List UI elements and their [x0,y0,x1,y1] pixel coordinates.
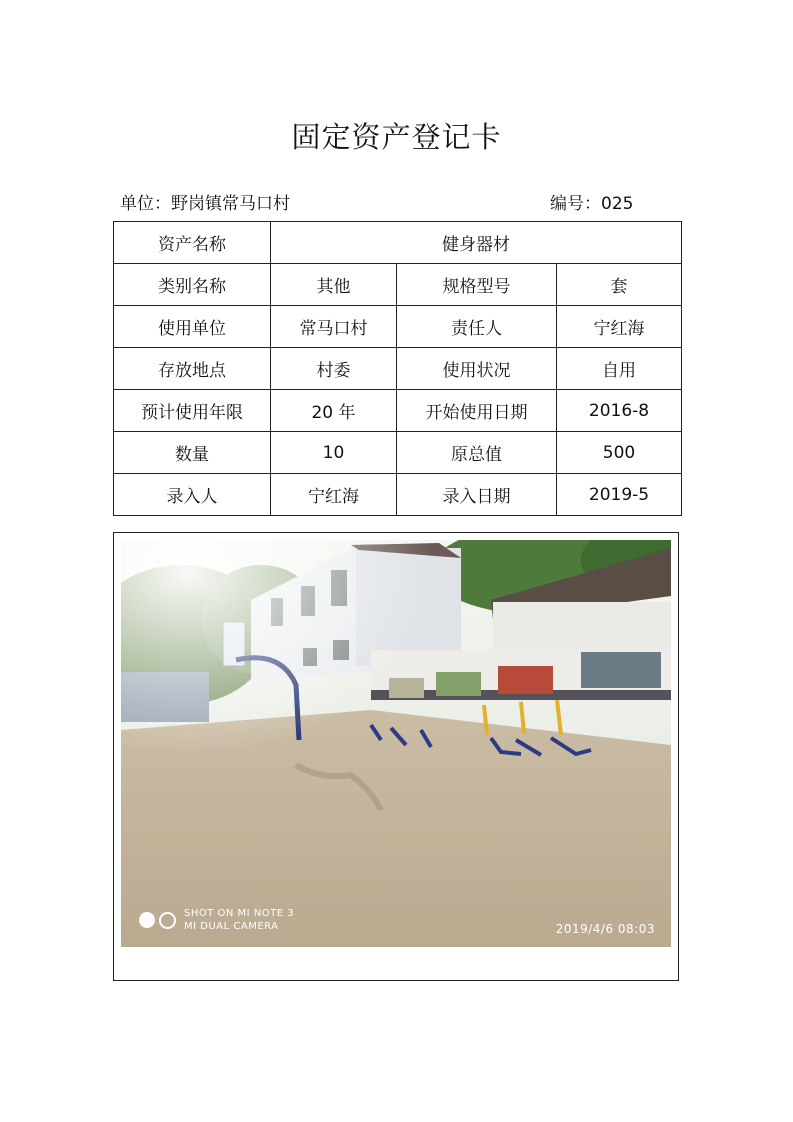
quantity-value: 10 [271,432,397,474]
asset-name-label: 资产名称 [114,222,271,264]
original-value-value: 500 [557,432,682,474]
photo-scene [121,540,671,947]
ring-circle-icon [159,912,176,929]
category-value: 其他 [271,264,397,306]
asset-number: 编号：025 [550,194,634,214]
camera-logo-icon [139,912,176,929]
table-row [114,390,682,432]
user-unit-value: 常马口村 [271,306,397,348]
entry-date-value: 2019-5 [557,474,682,516]
entry-date-label: 录入日期 [397,474,557,516]
table-row [114,306,682,348]
table-row [114,474,682,516]
asset-photo [121,540,671,947]
start-date-label: 开始使用日期 [397,390,557,432]
user-unit-label: 使用单位 [114,306,271,348]
table-row [114,348,682,390]
asset-name-value: 健身器材 [271,222,682,264]
watermark-text [184,907,294,933]
table-row [114,432,682,474]
category-label: 类别名称 [114,264,271,306]
table-row [114,222,682,264]
responsible-value: 宁红海 [557,306,682,348]
entered-by-label: 录入人 [114,474,271,516]
original-value-label: 原总值 [397,432,557,474]
unit-label: 单位：野岗镇常马口村 [120,194,290,214]
location-value: 村委 [271,348,397,390]
camera-watermark [139,907,294,933]
asset-card-table [113,221,682,516]
lifespan-label: 预计使用年限 [114,390,271,432]
entered-by-value: 宁红海 [271,474,397,516]
table-row [114,264,682,306]
spec-value: 套 [557,264,682,306]
responsible-label: 责任人 [397,306,557,348]
start-date-value: 2016-8 [557,390,682,432]
photo-timestamp: 2019/4/6 08:03 [555,922,655,936]
filled-circle-icon [139,912,155,928]
lifespan-value: 20 年 [271,390,397,432]
watermark-line-1: SHOT ON MI NOTE 3 [184,908,295,919]
location-label: 存放地点 [114,348,271,390]
page-title: 固定资产登记卡 [291,120,502,155]
status-value: 自用 [557,348,682,390]
watermark-line-2: MI DUAL CAMERA [184,921,279,932]
quantity-label: 数量 [114,432,271,474]
photo-frame [113,532,679,981]
status-label: 使用状况 [397,348,557,390]
spec-label: 规格型号 [397,264,557,306]
